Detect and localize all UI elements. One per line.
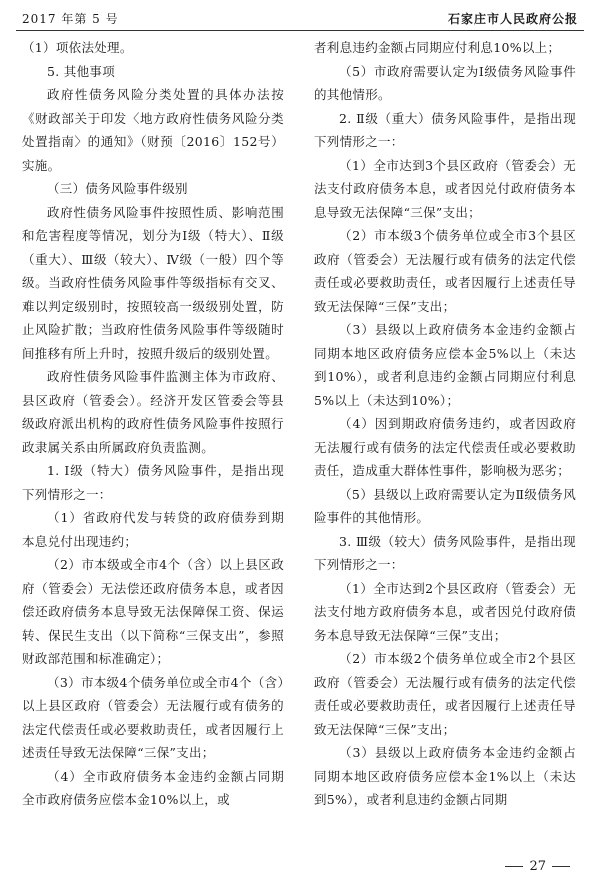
page-header [0, 0, 600, 30]
paragraph: 1. Ⅰ级（特大）债务风险事件，是指出现下列情形之一： [22, 463, 284, 502]
paragraph: （2）市本级2个债务单位或全市2个县区政府（管委会）无法履行或有债务的法定代偿责任或必要救助责任，或者因履行上述责任导致无法保障“三保”支出； [314, 651, 576, 737]
page-number: 27 [529, 859, 546, 874]
paragraph: （5）市政府需要认定为Ⅰ级债务风险事件的其他情形。 [314, 63, 576, 102]
publication-title: 石家庄市人民政府公报 [447, 12, 578, 26]
paragraph: （4）因到期政府债务违约，或者因政府无法履行或有债务的法定代偿责任或必要救助责任，造成重大群体性事件，影响极为恶劣； [314, 416, 576, 478]
left-column [22, 36, 284, 812]
paragraph: （5）县级以上政府需要认定为Ⅱ级债务风险事件的其他情形。 [314, 486, 576, 525]
paragraph: 者利息违约金额占同期应付利息10%以上； [314, 40, 561, 55]
paragraph: （3）市本级4个债务单位或全市4个（含）以上县区政府（管委会）无法履行或有债务的法定代偿责任或必要救助责任，或者因履行上述责任导致无法保障“三保”支出； [22, 674, 284, 760]
paragraph: （三）债务风险事件级别 [47, 181, 188, 196]
paragraph: （1）省政府代发与转贷的政府债券到期本息兑付出现违约； [22, 510, 284, 549]
right-column [314, 36, 576, 812]
paragraph: （2）市本级或全市4个（含）以上县区政府（管委会）无法偿还政府债务本息，或者因偿还政府债务本息导致无法保障保工资、保运转、保民生支出（以下简称“三保支出”，参照财政部范围和标准确定）； [22, 557, 284, 666]
footer-dash-left [505, 866, 523, 867]
paragraph: 2. Ⅱ级（重大）债务风险事件，是指出现下列情形之一： [314, 110, 576, 149]
paragraph: （4）全市政府债务本金违约金额占同期全市政府债务应偿本金10%以上，或 [22, 768, 284, 807]
page-footer [499, 859, 576, 874]
paragraph: 政府性债务风险分类处置的具体办法按《财政部关于印发〈地方政府性债务风险分类处置指南〉的通知》（财预〔2016〕152号）实施。 [22, 87, 284, 173]
paragraph: 政府性债务风险事件监测主体为市政府、县区政府（管委会）。经济开发区管委会等县级政府派出机构的政府性债务风险事件按照行政隶属关系由所属政府负责监测。 [22, 369, 284, 455]
paragraph: （3）县级以上政府债务本金违约金额占同期本地区政府债务应偿本金5%以上（未达到10%），或者利息违约金额占同期应付利息5%以上（未达到10%）； [314, 322, 576, 408]
paragraph: 3. Ⅲ级（较大）债务风险事件，是指出现下列情形之一： [314, 533, 576, 572]
paragraph: 5. 其他事项 [47, 63, 115, 79]
footer-dash-right [552, 866, 570, 867]
paragraph: （1）项依法处理。 [22, 40, 133, 55]
paragraph: 政府性债务风险事件按照性质、影响范围和危害程度等情况，划分为Ⅰ级（特大）、Ⅱ级（重大）、Ⅲ级（较大）、Ⅳ级（一般）四个等级。当政府性债务风险事件等级指标有交叉、难以判定级别时，按照较高一级级别处置，防止风险扩散；当政府性债务风险事件等级随时间推移有所上升时，按照升级后的级别处置。 [22, 204, 284, 361]
paragraph: （3）县级以上政府债务本金违约金额占同期本地区政府债务应偿本金1%以上（未达到5%），或者利息违约金额占同期 [314, 745, 576, 807]
header-rule [16, 30, 584, 31]
paragraph: （2）市本级3个债务单位或全市3个县区政府（管委会）无法履行或有债务的法定代偿责任或必要救助责任，或者因履行上述责任导致无法保障“三保”支出； [314, 228, 576, 314]
paragraph: （1）全市达到2个县区政府（管委会）无法支付地方政府债务本息，或者因兑付政府债务本息导致无法保障“三保”支出； [314, 580, 576, 643]
issue-label: 2017 年第 5 号 [22, 12, 119, 26]
paragraph: （1）全市达到3个县区政府（管委会）无法支付政府债务本息，或者因兑付政府债务本息导致无法保障“三保”支出； [314, 157, 576, 220]
